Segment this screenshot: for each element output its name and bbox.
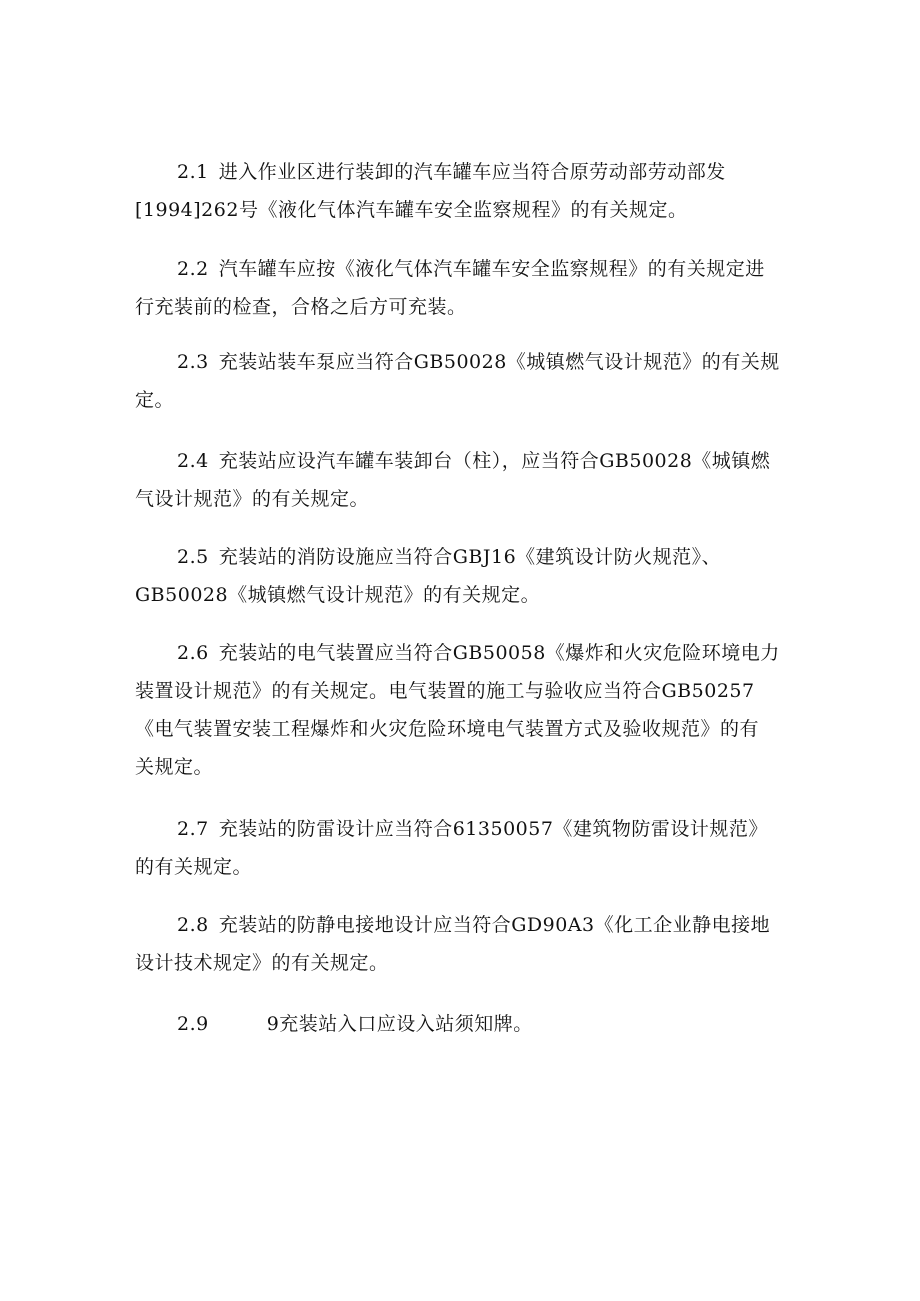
paragraph-number: 2.1 xyxy=(177,161,209,183)
paragraph-line: 的有关规定。 xyxy=(135,856,253,878)
paragraph-line: 充装站应设汽车罐车装卸台（柱），应当符合GB50028《城镇燃 xyxy=(218,450,771,472)
paragraph-line: 设计技术规定》的有关规定。 xyxy=(135,952,389,974)
paragraph-2-9 xyxy=(135,1005,785,1043)
paragraph-line: 定。 xyxy=(135,389,175,411)
paragraph-line: 进入作业区进行装卸的汽车罐车应当符合原劳动部劳动部发 xyxy=(218,161,726,183)
paragraph-number: 2.8 xyxy=(177,914,209,936)
paragraph-line: 《电气装置安装工程爆炸和火灾危险环境电气装置方式及验收规范》的有 xyxy=(135,718,760,740)
paragraph-2-3 xyxy=(135,343,785,419)
paragraph-2-6 xyxy=(135,634,785,786)
paragraph-number: 2.9 xyxy=(177,1013,209,1035)
paragraph-line: 充装站的防静电接地设计应当符合GD90A3《化工企业静电接地 xyxy=(218,914,771,936)
paragraph-line: 9充装站入口应设入站须知牌。 xyxy=(266,1013,533,1035)
paragraph-line: [1994]262号《液化气体汽车罐车安全监察规程》的有关规定。 xyxy=(135,199,688,221)
paragraph-line: GB50028《城镇燃气设计规范》的有关规定。 xyxy=(135,584,541,606)
paragraph-line: 气设计规范》的有关规定。 xyxy=(135,488,370,510)
paragraph-number: 2.5 xyxy=(177,546,209,568)
paragraph-line: 充装站装车泵应当符合GB50028《城镇燃气设计规范》的有关规 xyxy=(218,351,780,373)
paragraph-number: 2.4 xyxy=(177,450,209,472)
paragraph-2-5 xyxy=(135,538,785,614)
paragraph-2-2 xyxy=(135,250,785,326)
paragraph-number: 2.3 xyxy=(177,351,209,373)
paragraph-line: 充装站的防雷设计应当符合61350057《建筑物防雷设计规范》 xyxy=(218,818,768,840)
paragraph-2-4 xyxy=(135,442,785,518)
paragraph-line: 行充装前的检查，合格之后方可充装。 xyxy=(135,296,467,318)
paragraph-line: 汽车罐车应按《液化气体汽车罐车安全监察规程》的有关规定进 xyxy=(218,258,765,280)
paragraph-line: 装置设计规范》的有关规定。电气装置的施工与验收应当符合GB50257 xyxy=(135,680,755,702)
paragraph-2-1 xyxy=(135,153,785,229)
paragraph-2-8 xyxy=(135,906,785,982)
paragraph-number: 2.2 xyxy=(177,258,209,280)
paragraph-line: 关规定。 xyxy=(135,756,214,778)
paragraph-line: 充装站的消防设施应当符合GBJ16《建筑设计防火规范》、 xyxy=(218,546,722,568)
paragraph-2-7 xyxy=(135,810,785,886)
paragraph-number: 2.7 xyxy=(177,818,209,840)
paragraph-line: 充装站的电气装置应当符合GB50058《爆炸和火灾危险环境电力 xyxy=(218,642,780,664)
paragraph-number: 2.6 xyxy=(177,642,209,664)
